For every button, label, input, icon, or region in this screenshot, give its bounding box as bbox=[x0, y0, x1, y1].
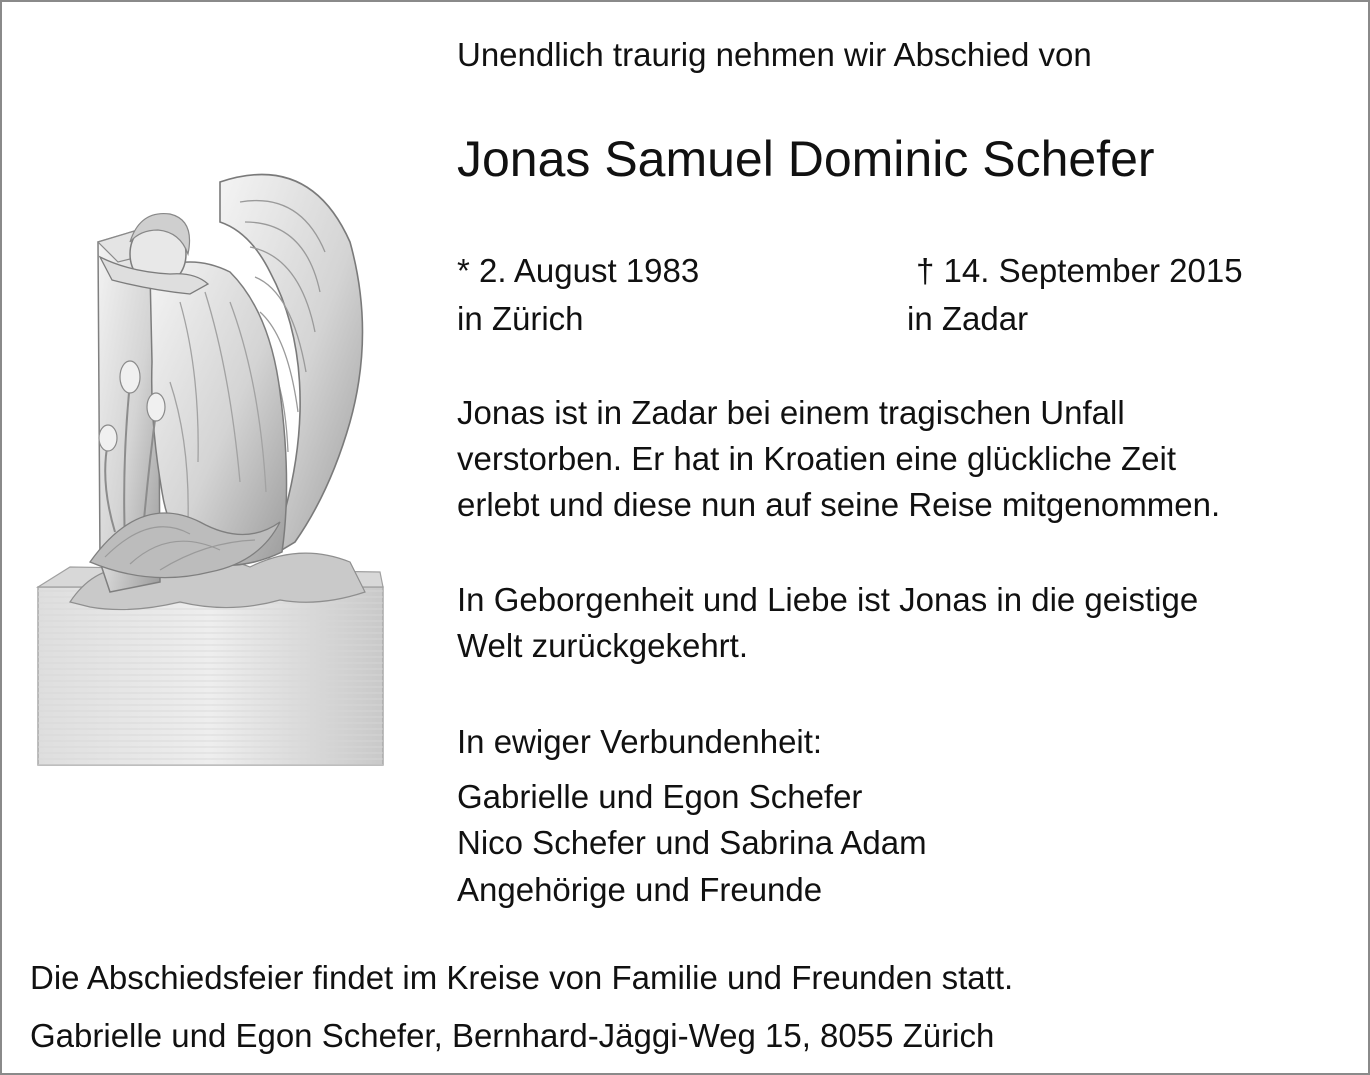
message-paragraph-line: In Geborgenheit und Liebe ist Jonas in die geistige bbox=[457, 581, 1199, 618]
mourner-name: Gabrielle und Egon Schefer bbox=[457, 778, 863, 815]
message-paragraph-line: Jonas ist in Zadar bei einem tragischen Unfall bbox=[457, 394, 1125, 431]
deceased-name: Jonas Samuel Dominic Schefer bbox=[457, 131, 1155, 187]
birth-date: * 2. August 1983 bbox=[457, 252, 700, 289]
closing-line: In ewiger Verbundenheit: bbox=[457, 723, 823, 760]
mourner-name: Angehörige und Freunde bbox=[457, 871, 823, 908]
ceremony-note: Die Abschiedsfeier findet im Kreise von Familie und Freunden statt. bbox=[30, 959, 1014, 996]
mourner-name: Nico Schefer und Sabrina Adam bbox=[457, 824, 927, 861]
message-paragraph-line: Welt zurückgekehrt. bbox=[457, 627, 749, 664]
contact-address: Gabrielle und Egon Schefer, Bernhard-Jäggi-Weg 15, 8055 Zürich bbox=[30, 1017, 995, 1054]
message-paragraph-line: verstorben. Er hat in Kroatien eine glückliche Zeit bbox=[457, 440, 1177, 477]
angel-statue-icon bbox=[30, 162, 390, 770]
birth-place: in Zürich bbox=[457, 300, 584, 337]
death-place: in Zadar bbox=[907, 300, 1029, 337]
intro-line: Unendlich traurig nehmen wir Abschied von bbox=[457, 36, 1092, 73]
death-date: † 14. September 2015 bbox=[916, 252, 1243, 289]
message-paragraph-line: erlebt und diese nun auf seine Reise mitgenommen. bbox=[457, 486, 1221, 523]
